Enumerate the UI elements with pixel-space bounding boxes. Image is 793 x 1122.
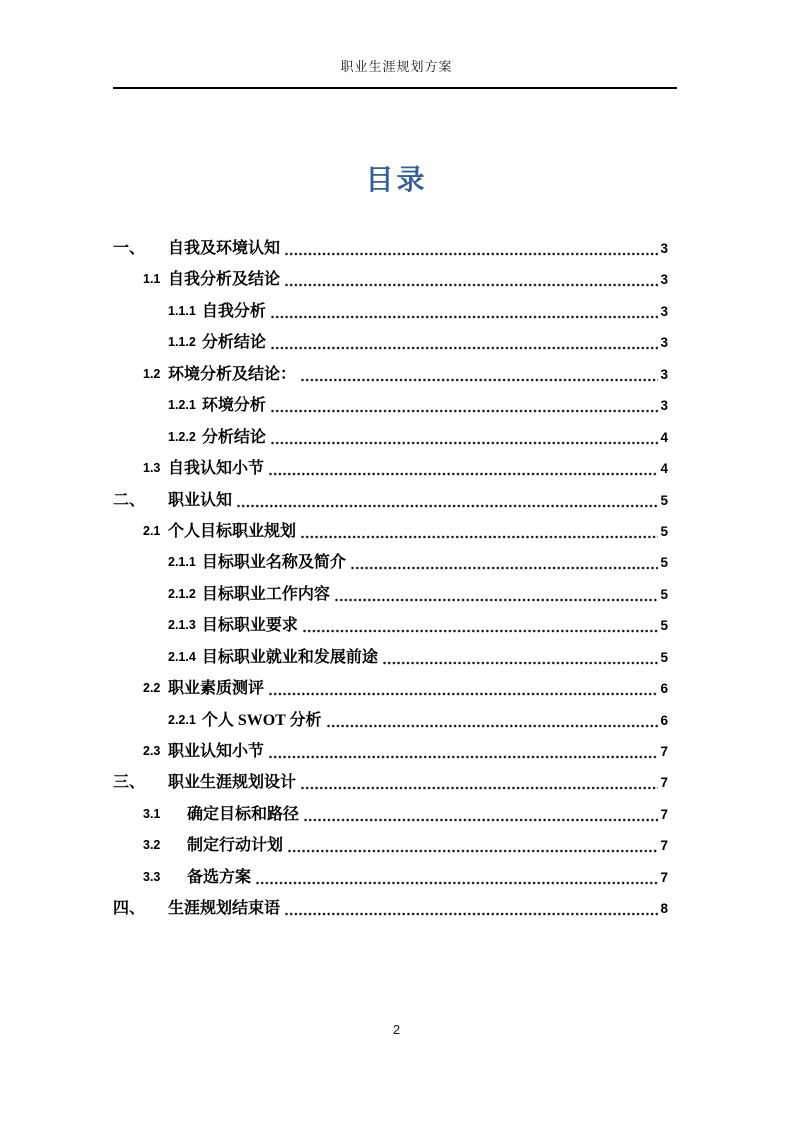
toc-entry-page: 7 xyxy=(660,806,668,822)
toc-entry[interactable] xyxy=(113,799,668,830)
toc-title: 目录 xyxy=(365,165,428,196)
toc-entry-label: 职业素质测评 xyxy=(168,680,265,698)
toc-entry-number: 1.1.1 xyxy=(168,303,196,318)
toc-entry-page: 6 xyxy=(660,712,668,728)
toc-entry-label: 备选方案 xyxy=(187,868,252,886)
toc-entry[interactable] xyxy=(113,893,668,924)
toc-entry-label: 分析结论 xyxy=(201,428,266,446)
toc-entry-page: 7 xyxy=(660,775,668,791)
toc-entry[interactable] xyxy=(113,233,668,264)
toc-entry-number: 2.3 xyxy=(143,744,161,758)
toc-entry[interactable] xyxy=(113,485,668,516)
toc-dot-leader xyxy=(303,610,659,641)
toc-dot-leader xyxy=(237,485,658,516)
toc-entry-page: 3 xyxy=(660,398,668,414)
toc-entry[interactable] xyxy=(113,453,668,484)
toc-entry-number: 2.1.2 xyxy=(168,586,196,601)
toc-entry-label: 自我及环境认知 xyxy=(168,240,281,257)
toc-entry-number: 一、 xyxy=(113,240,146,257)
toc-entry-number: 四、 xyxy=(113,900,146,918)
toc-entry-page: 6 xyxy=(660,681,668,697)
toc-dot-leader xyxy=(285,264,658,295)
toc-dot-leader xyxy=(271,296,659,327)
toc-entry-number: 2.1.3 xyxy=(168,618,196,633)
toc-entry-label: 职业认知 xyxy=(168,491,233,509)
toc-entry-label: 个人目标职业规划 xyxy=(168,522,297,540)
toc-entry-page: 5 xyxy=(660,523,668,539)
toc-entry-number: 1.2 xyxy=(143,366,161,381)
toc-entry-label: 分析结论 xyxy=(201,334,266,352)
toc-entry[interactable] xyxy=(113,516,668,547)
toc-entry-number: 2.1.1 xyxy=(168,555,196,570)
toc-dot-leader xyxy=(383,642,659,673)
toc-dot-leader xyxy=(271,390,659,421)
toc-entry-number: 1.1 xyxy=(143,272,161,287)
toc-dot-leader xyxy=(269,673,658,704)
toc-entry[interactable] xyxy=(113,673,668,704)
toc-entry-page: 7 xyxy=(660,744,668,759)
toc-entry-label: 目标职业就业和发展前途 xyxy=(201,648,378,666)
toc-entry-page: 3 xyxy=(660,241,668,256)
toc-entry-number: 3.3 xyxy=(143,869,161,884)
toc-dot-leader xyxy=(285,233,658,264)
toc-entry[interactable] xyxy=(113,830,668,861)
toc-entry-label: 个人 SWOT 分析 xyxy=(201,711,322,729)
toc-entry-label: 目标职业工作内容 xyxy=(201,585,330,603)
toc-dot-leader xyxy=(269,453,658,484)
toc-dot-leader xyxy=(304,799,658,830)
toc-entry-page: 3 xyxy=(660,335,668,351)
toc-entry-number: 2.2.1 xyxy=(168,712,196,727)
toc-dot-leader xyxy=(288,830,658,861)
toc-entry-label: 自我分析 xyxy=(201,302,266,320)
toc-entry-number: 二、 xyxy=(113,491,146,509)
toc-dot-leader xyxy=(271,422,659,453)
toc-entry-page: 7 xyxy=(660,869,668,885)
toc-dot-leader xyxy=(271,327,659,358)
toc-dot-leader xyxy=(301,767,658,798)
toc-entry[interactable] xyxy=(113,422,668,453)
toc-entry[interactable] xyxy=(113,327,668,358)
toc-entry-label: 生涯规划结束语 xyxy=(168,900,281,918)
toc-entry-label: 目标职业名称及简介 xyxy=(201,554,346,572)
toc-entry[interactable] xyxy=(113,862,668,893)
toc-entry-label: 职业生涯规划设计 xyxy=(168,774,297,792)
toc-entry-number: 1.2.1 xyxy=(168,398,196,413)
toc-entry-page: 3 xyxy=(660,303,668,319)
toc-entry-label: 自我认知小节 xyxy=(168,460,265,478)
toc-entry-number: 2.1.4 xyxy=(168,649,196,664)
toc-dot-leader xyxy=(285,893,658,924)
toc-list xyxy=(113,233,668,925)
running-header-title: 职业生涯规划方案 xyxy=(340,59,453,74)
toc-dot-leader xyxy=(301,359,658,390)
header-rule xyxy=(113,87,677,89)
toc-entry-page: 7 xyxy=(660,838,668,854)
toc-dot-leader xyxy=(335,579,659,610)
toc-entry[interactable] xyxy=(113,767,668,798)
toc-entry-label: 职业认知小节 xyxy=(168,743,265,760)
toc-entry-number: 3.2 xyxy=(143,838,161,853)
toc-entry[interactable] xyxy=(113,359,668,390)
toc-entry-page: 4 xyxy=(660,429,668,445)
toc-entry-page: 5 xyxy=(660,618,668,634)
toc-dot-leader xyxy=(351,547,659,578)
toc-entry[interactable] xyxy=(113,642,668,673)
toc-entry-page: 8 xyxy=(660,901,668,917)
toc-dot-leader xyxy=(301,516,658,547)
toc-entry-number: 三、 xyxy=(113,774,146,792)
toc-dot-leader xyxy=(256,862,658,893)
toc-entry[interactable] xyxy=(113,547,668,578)
toc-entry-label: 目标职业要求 xyxy=(201,617,298,635)
toc-entry-number: 2.2 xyxy=(143,681,161,696)
toc-entry-number: 3.1 xyxy=(143,806,161,821)
toc-entry[interactable] xyxy=(113,610,668,641)
toc-entry-page: 5 xyxy=(660,492,668,508)
toc-entry-page: 5 xyxy=(660,586,668,602)
page-number: 2 xyxy=(392,1022,401,1037)
toc-entry[interactable] xyxy=(113,390,668,421)
toc-entry[interactable] xyxy=(113,736,668,767)
toc-dot-leader xyxy=(269,736,658,767)
toc-entry[interactable] xyxy=(113,705,668,736)
toc-entry-number: 2.1 xyxy=(143,523,161,538)
toc-entry-label: 环境分析及结论： xyxy=(168,365,297,383)
toc-entry-label: 自我分析及结论 xyxy=(168,271,281,289)
toc-entry-number: 1.1.2 xyxy=(168,335,196,350)
toc-entry-label: 确定目标和路径 xyxy=(187,805,300,823)
toc-entry-page: 3 xyxy=(660,366,668,382)
toc-entry-page: 4 xyxy=(660,461,668,477)
toc-entry-number: 1.2.2 xyxy=(168,429,196,444)
toc-entry[interactable] xyxy=(113,264,668,295)
toc-entry-page: 3 xyxy=(660,272,668,288)
toc-entry[interactable] xyxy=(113,579,668,610)
toc-entry-page: 5 xyxy=(660,649,668,665)
toc-entry[interactable] xyxy=(113,296,668,327)
toc-entry-number: 1.3 xyxy=(143,461,161,476)
toc-entry-page: 5 xyxy=(660,555,668,571)
toc-entry-label: 制定行动计划 xyxy=(187,837,284,855)
toc-entry-label: 环境分析 xyxy=(201,397,266,415)
toc-dot-leader xyxy=(327,705,659,736)
